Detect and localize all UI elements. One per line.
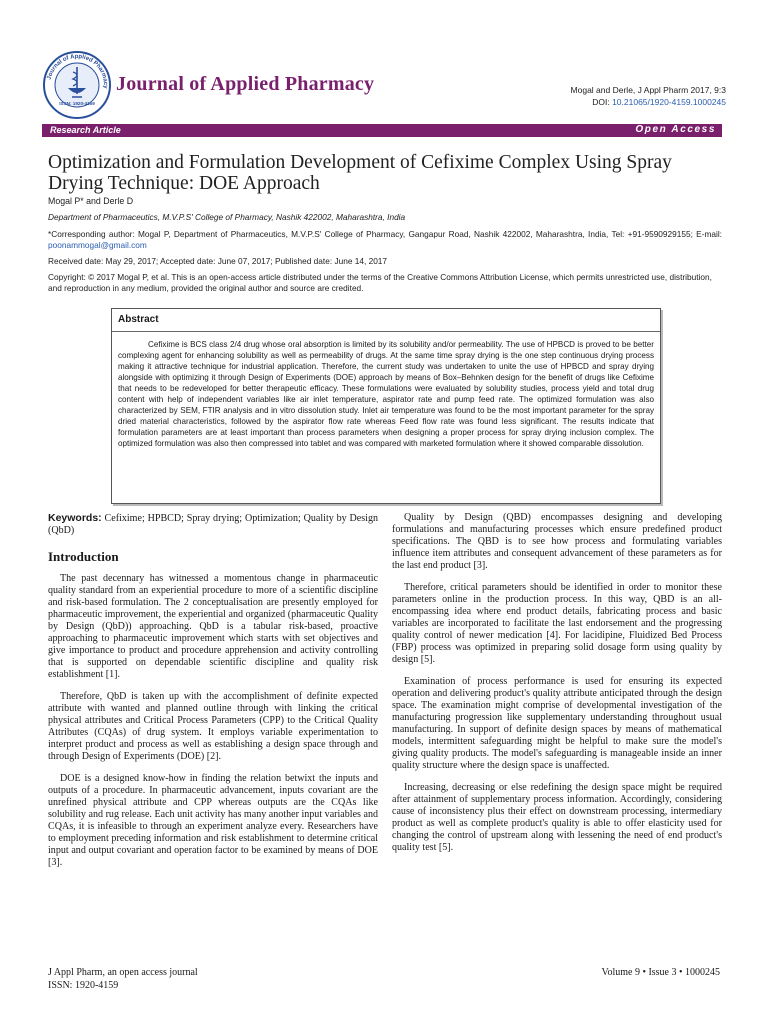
abstract-divider xyxy=(112,331,660,332)
citation-line: Mogal and Derle, J Appl Pharm 2017, 9:3 xyxy=(570,85,726,95)
abstract-box xyxy=(111,308,661,504)
paragraph: Increasing, decreasing or else redefining the design space might be required after attainment of supplementary process information. Accordingly, considering cause of inconsistency plus their effect on downstream processing, intermediary product as well as complete product's quality is able to offer elasticity used for changing the control of upstream along with lessening the need of end product's quality test [5]. xyxy=(392,782,722,853)
logo-issn: ISSN: 1920-4159 xyxy=(59,101,95,106)
abstract-text: Cefixime is BCS class 2/4 drug whose oral absorption is limited by its solubility and/or permeability. The use of HPBCD is proved to be better complexing agent for enhancing solubility as well as permeability of drugs. At the same time spray drying is the one step continuous drying process making it attractive technique for industrial application. Therefore, the current study was undertaken to unite the use of HPBCD and spray drying alongside with optimizing it through Design of Experiments (DOE) approach by means of Box–Behnken design for the benefit of drugs like Cefixime that needs to be redeveloped for better therapeutic efficacy. These formulations were evaluated by solubility studies, process yield and total drug content with help of independent variables like air inlet temperature, aspirator rate and pump feed rate. The optimized formulation was also characterized by SEM, FTIR analysis and in vitro dissolution study. Inlet air temperature was found to be the most important parameter for the spray dried material characteristics, followed by the aspirator flow rate whereas Feed flow rate was found less significant. The results indicate that formulation parameters are at least important than process parameters when designing a proper process for spray drying inclusion complex. The optimized formulation was also then compressed into tablet and was compared with marketed formulation where it showed comparable dissolution. xyxy=(118,340,654,448)
logo-ring-text: Journal of Applied Pharmacy xyxy=(46,53,109,89)
footer-left xyxy=(48,966,198,992)
open-access-label: Open Access xyxy=(635,124,716,135)
paragraph: Therefore, critical parameters should be identified in order to monitor these parameters online in the production process. In this way, QBD is an all-encompassing idea where end product details, fabricating process and basic variables are incorporated to facilitate the last endorsement and the progressing quality control of newer medication [4]. For lacidipine, Fluidized Bed Process (FBP) process was optimized in preparing solid dosage form using quality by design [5]. xyxy=(392,582,722,665)
left-column xyxy=(48,512,378,879)
footer-issn: ISSN: 1920-4159 xyxy=(48,980,119,991)
paragraph: The past decennary has witnessed a momentous change in pharmaceutic quality standard from an experiential procedure to more of a scientific discipline and risk-based formulation. The 2 conceptualisation are presently employed for pharmaceutic improvement, the experiential and organized (pharmaceutic Quality by Design (QbD)) approaching. QbD is a tabular risk-based, proactive approaching to pharmaceutic improvement which starts with set objectives and give importance to product and procedure apprehension and activity controlling that is supported on dependable scientific discipline and quality risk establishment [1]. xyxy=(48,573,378,680)
journal-logo xyxy=(42,50,112,120)
doi-link[interactable]: 10.21065/1920-4159.1000245 xyxy=(612,97,726,107)
abstract-heading: Abstract xyxy=(118,314,159,325)
article-meta xyxy=(48,196,722,294)
corresponding-text: *Corresponding author: Mogal P, Department of Pharmaceutics, M.V.P.S' College of Pharmacy, Gangapur Road, Nashik 422002, Maharashtra, India, Tel: +91-9590929155; E-mail: xyxy=(48,229,722,239)
authors: Mogal P* and Derle D xyxy=(48,196,134,206)
keywords xyxy=(48,512,378,537)
paragraph: Quality by Design (QBD) encompasses designing and developing formulations and manufacturing processes which ensure predefined product specifications. The QBD is to see how process and formulating variables influence item attributes and consequent advancement of these parameters as for the last end product [3]. xyxy=(392,512,722,571)
affiliation: Department of Pharmaceutics, M.V.P.S' College of Pharmacy, Nashik 422002, Maharashtra, India xyxy=(48,212,406,222)
article-type-label: Research Article xyxy=(50,125,121,135)
journal-title[interactable]: Journal of Applied Pharmacy xyxy=(116,73,375,95)
keywords-label: Keywords: xyxy=(48,512,102,524)
footer-journal: J Appl Pharm, an open access journal xyxy=(48,967,198,978)
copyright-notice: Copyright: © 2017 Mogal P, et al. This is an open-access article distributed under the terms of the Creative Commons Attribution License, which permits unrestricted use, distribution, and reproduction in any medium, provided the original author and source are credited. xyxy=(48,272,712,293)
keywords-list: Cefixime; HPBCD; Spray drying; Optimization; Quality by Design (QbD) xyxy=(48,513,378,536)
paragraph: DOE is a designed know-how in finding the relation betwixt the inputs and outputs of a procedure. In pharmaceutic advancement, inputs covariant are the unrefined physical attribute and CPP whereas outputs are the CQAs like solubility and rug release. Each unit activity has many another input variables and CQAs, it is infeasible to through an experiment analyze every. Researchers have to employment preceding information and risk establishment to determine critical input and output covariant and operation factor to be examined by means of DOE [3]. xyxy=(48,773,378,868)
corresponding-author xyxy=(48,229,722,251)
article-title: Optimization and Formulation Development of Cefixime Complex Using Spray Drying Technique: DOE Approach xyxy=(48,152,672,194)
email-link[interactable]: poonammogal@gmail.com xyxy=(48,240,147,250)
paragraph: Examination of process performance is used for ensuring its expected operation and delivering product's quality attribute anticipated through the design space. The examination might comprise of developmental investigation of the manufacturing progression like supplementary understanding throughout usual manufacturing. In support of definite design spaces by means of mathematical models, intermittent safeguarding might be helpful to make sure the model's giving quality products. The model's safeguarding is manageable inside an inner quality structure where the design space is unaffected. xyxy=(392,676,722,771)
footer-volume: Volume 9 • Issue 3 • 1000245 xyxy=(601,967,720,978)
publication-dates: Received date: May 29, 2017; Accepted date: June 07, 2017; Published date: June 14, 2017 xyxy=(48,256,388,266)
article-banner xyxy=(42,124,722,137)
doi-line xyxy=(571,96,726,108)
doi-label: DOI: xyxy=(592,97,613,107)
right-column xyxy=(392,512,722,864)
paragraph: Therefore, QbD is taken up with the accomplishment of definite expected attribute with wanted and planned outline through with linking the critical physical attributes and Critical Process Parameters (CPP) to the Critical Quality Attributes (CQAs) of drug system. It employs variable experimentation to interpret product and process as well as establishing a design space through and through Design of Experiments (DOE) [2]. xyxy=(48,691,378,762)
citation-block xyxy=(571,84,726,108)
introduction-heading: Introduction xyxy=(48,549,119,564)
